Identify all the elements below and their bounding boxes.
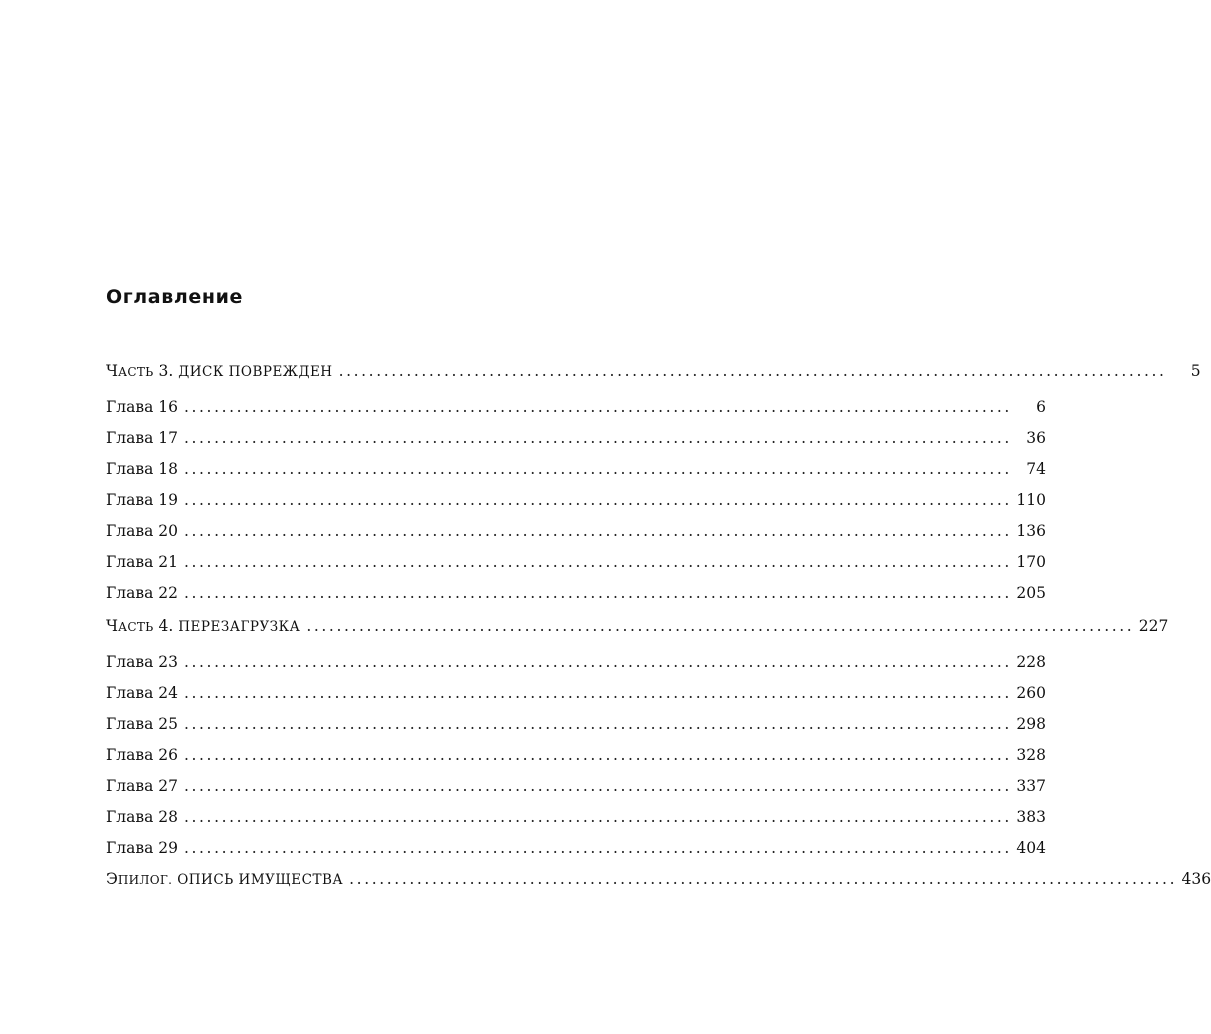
toc-dot-leader: .............................................................................................................. [183, 429, 1012, 447]
toc-entry-chapter-17[interactable] [106, 425, 1046, 451]
toc-entry-label: Глава 29 [106, 839, 178, 857]
book-page [106, 0, 1211, 1034]
toc-dot-leader: .............................................................................................................. [183, 522, 1012, 540]
toc-page-number: 436 [1181, 870, 1211, 888]
toc-entry-chapter-21[interactable] [106, 549, 1046, 575]
toc-entry-label: Глава 21 [106, 553, 178, 571]
toc-entry-chapter-24[interactable] [106, 680, 1046, 706]
toc-dot-leader: .............................................................................................................. [183, 715, 1012, 733]
toc-page-number: 110 [1016, 491, 1046, 509]
toc-entry-chapter-16[interactable] [106, 394, 1046, 420]
toc-entry-chapter-20[interactable] [106, 518, 1046, 544]
toc-entry-chapter-27[interactable] [106, 773, 1046, 799]
toc-entry-chapter-23[interactable] [106, 649, 1046, 675]
toc-entry-label: Глава 23 [106, 653, 178, 671]
toc-dot-leader: .............................................................................................................. [183, 839, 1012, 857]
toc-entry-caps-title: ДИСК ПОВРЕЖДЕН [178, 364, 333, 380]
toc-page-number: 74 [1026, 460, 1046, 478]
toc-page-number: 260 [1016, 684, 1046, 702]
toc-page-number: 298 [1016, 715, 1046, 733]
toc-page-number: 170 [1016, 553, 1046, 571]
toc-page-number: 404 [1016, 839, 1046, 857]
toc-page-number: 6 [1036, 398, 1046, 416]
toc-page-number: 328 [1016, 746, 1046, 764]
toc-entry-label: Глава 25 [106, 715, 178, 733]
toc-entry-part-4[interactable] [106, 613, 1169, 639]
toc-dot-leader: .............................................................................................................. [349, 870, 1178, 888]
toc-entry-label: Глава 20 [106, 522, 178, 540]
toc-dot-leader: .............................................................................................................. [183, 584, 1012, 602]
toc-page-number: 36 [1026, 429, 1046, 447]
toc-page-number: 205 [1016, 584, 1046, 602]
toc-entry-label: ЧАСТЬ 3. [106, 362, 174, 380]
toc-entry-label: Глава 22 [106, 584, 178, 602]
toc-entry-label: Глава 19 [106, 491, 178, 509]
toc-dot-leader: .............................................................................................................. [183, 553, 1012, 571]
toc-entry-chapter-26[interactable] [106, 742, 1046, 768]
toc-entry-label: ЭПИЛОГ. [106, 870, 173, 888]
toc-dot-leader: .............................................................................................................. [183, 491, 1012, 509]
toc-dot-leader: .............................................................................................................. [338, 362, 1167, 380]
toc-page-number: 5 [1190, 362, 1201, 380]
toc-entry-chapter-25[interactable] [106, 711, 1046, 737]
toc-entry-chapter-22[interactable] [106, 580, 1046, 606]
toc-entry-chapter-19[interactable] [106, 487, 1046, 513]
toc-dot-leader: .............................................................................................................. [183, 746, 1012, 764]
toc-entry-label: Глава 26 [106, 746, 178, 764]
toc-page-number: 227 [1138, 617, 1169, 635]
toc-dot-leader: .............................................................................................................. [183, 460, 1012, 478]
toc-dot-leader: .............................................................................................................. [183, 777, 1012, 795]
toc-entry-chapter-29[interactable] [106, 835, 1046, 861]
toc-entry-label: Глава 16 [106, 398, 178, 416]
toc-entry-label: Глава 18 [106, 460, 178, 478]
toc-entry-chapter-18[interactable] [106, 456, 1046, 482]
toc-entry-label: Глава 17 [106, 429, 178, 447]
toc-list [106, 358, 1211, 897]
toc-entry-caps-title: ОПИСЬ ИМУЩЕСТВА [177, 872, 344, 888]
toc-entry-label: Глава 28 [106, 808, 178, 826]
toc-entry-epilogue[interactable] [106, 866, 1211, 892]
toc-page-number: 136 [1016, 522, 1046, 540]
toc-dot-leader: .............................................................................................................. [306, 617, 1135, 635]
toc-entry-label: Глава 24 [106, 684, 178, 702]
toc-dot-leader: .............................................................................................................. [183, 684, 1012, 702]
toc-page-number: 337 [1016, 777, 1046, 795]
toc-entry-part-3[interactable] [106, 358, 1201, 384]
toc-dot-leader: .............................................................................................................. [183, 653, 1012, 671]
toc-page-number: 383 [1016, 808, 1046, 826]
toc-page-number: 228 [1016, 653, 1046, 671]
toc-entry-caps-title: ПЕРЕЗАГРУЗКА [178, 619, 301, 635]
toc-title: Оглавление [106, 286, 243, 308]
toc-entry-label: ЧАСТЬ 4. [106, 617, 174, 635]
toc-dot-leader: .............................................................................................................. [183, 398, 1012, 416]
toc-dot-leader: .............................................................................................................. [183, 808, 1012, 826]
toc-entry-label: Глава 27 [106, 777, 178, 795]
toc-entry-chapter-28[interactable] [106, 804, 1046, 830]
